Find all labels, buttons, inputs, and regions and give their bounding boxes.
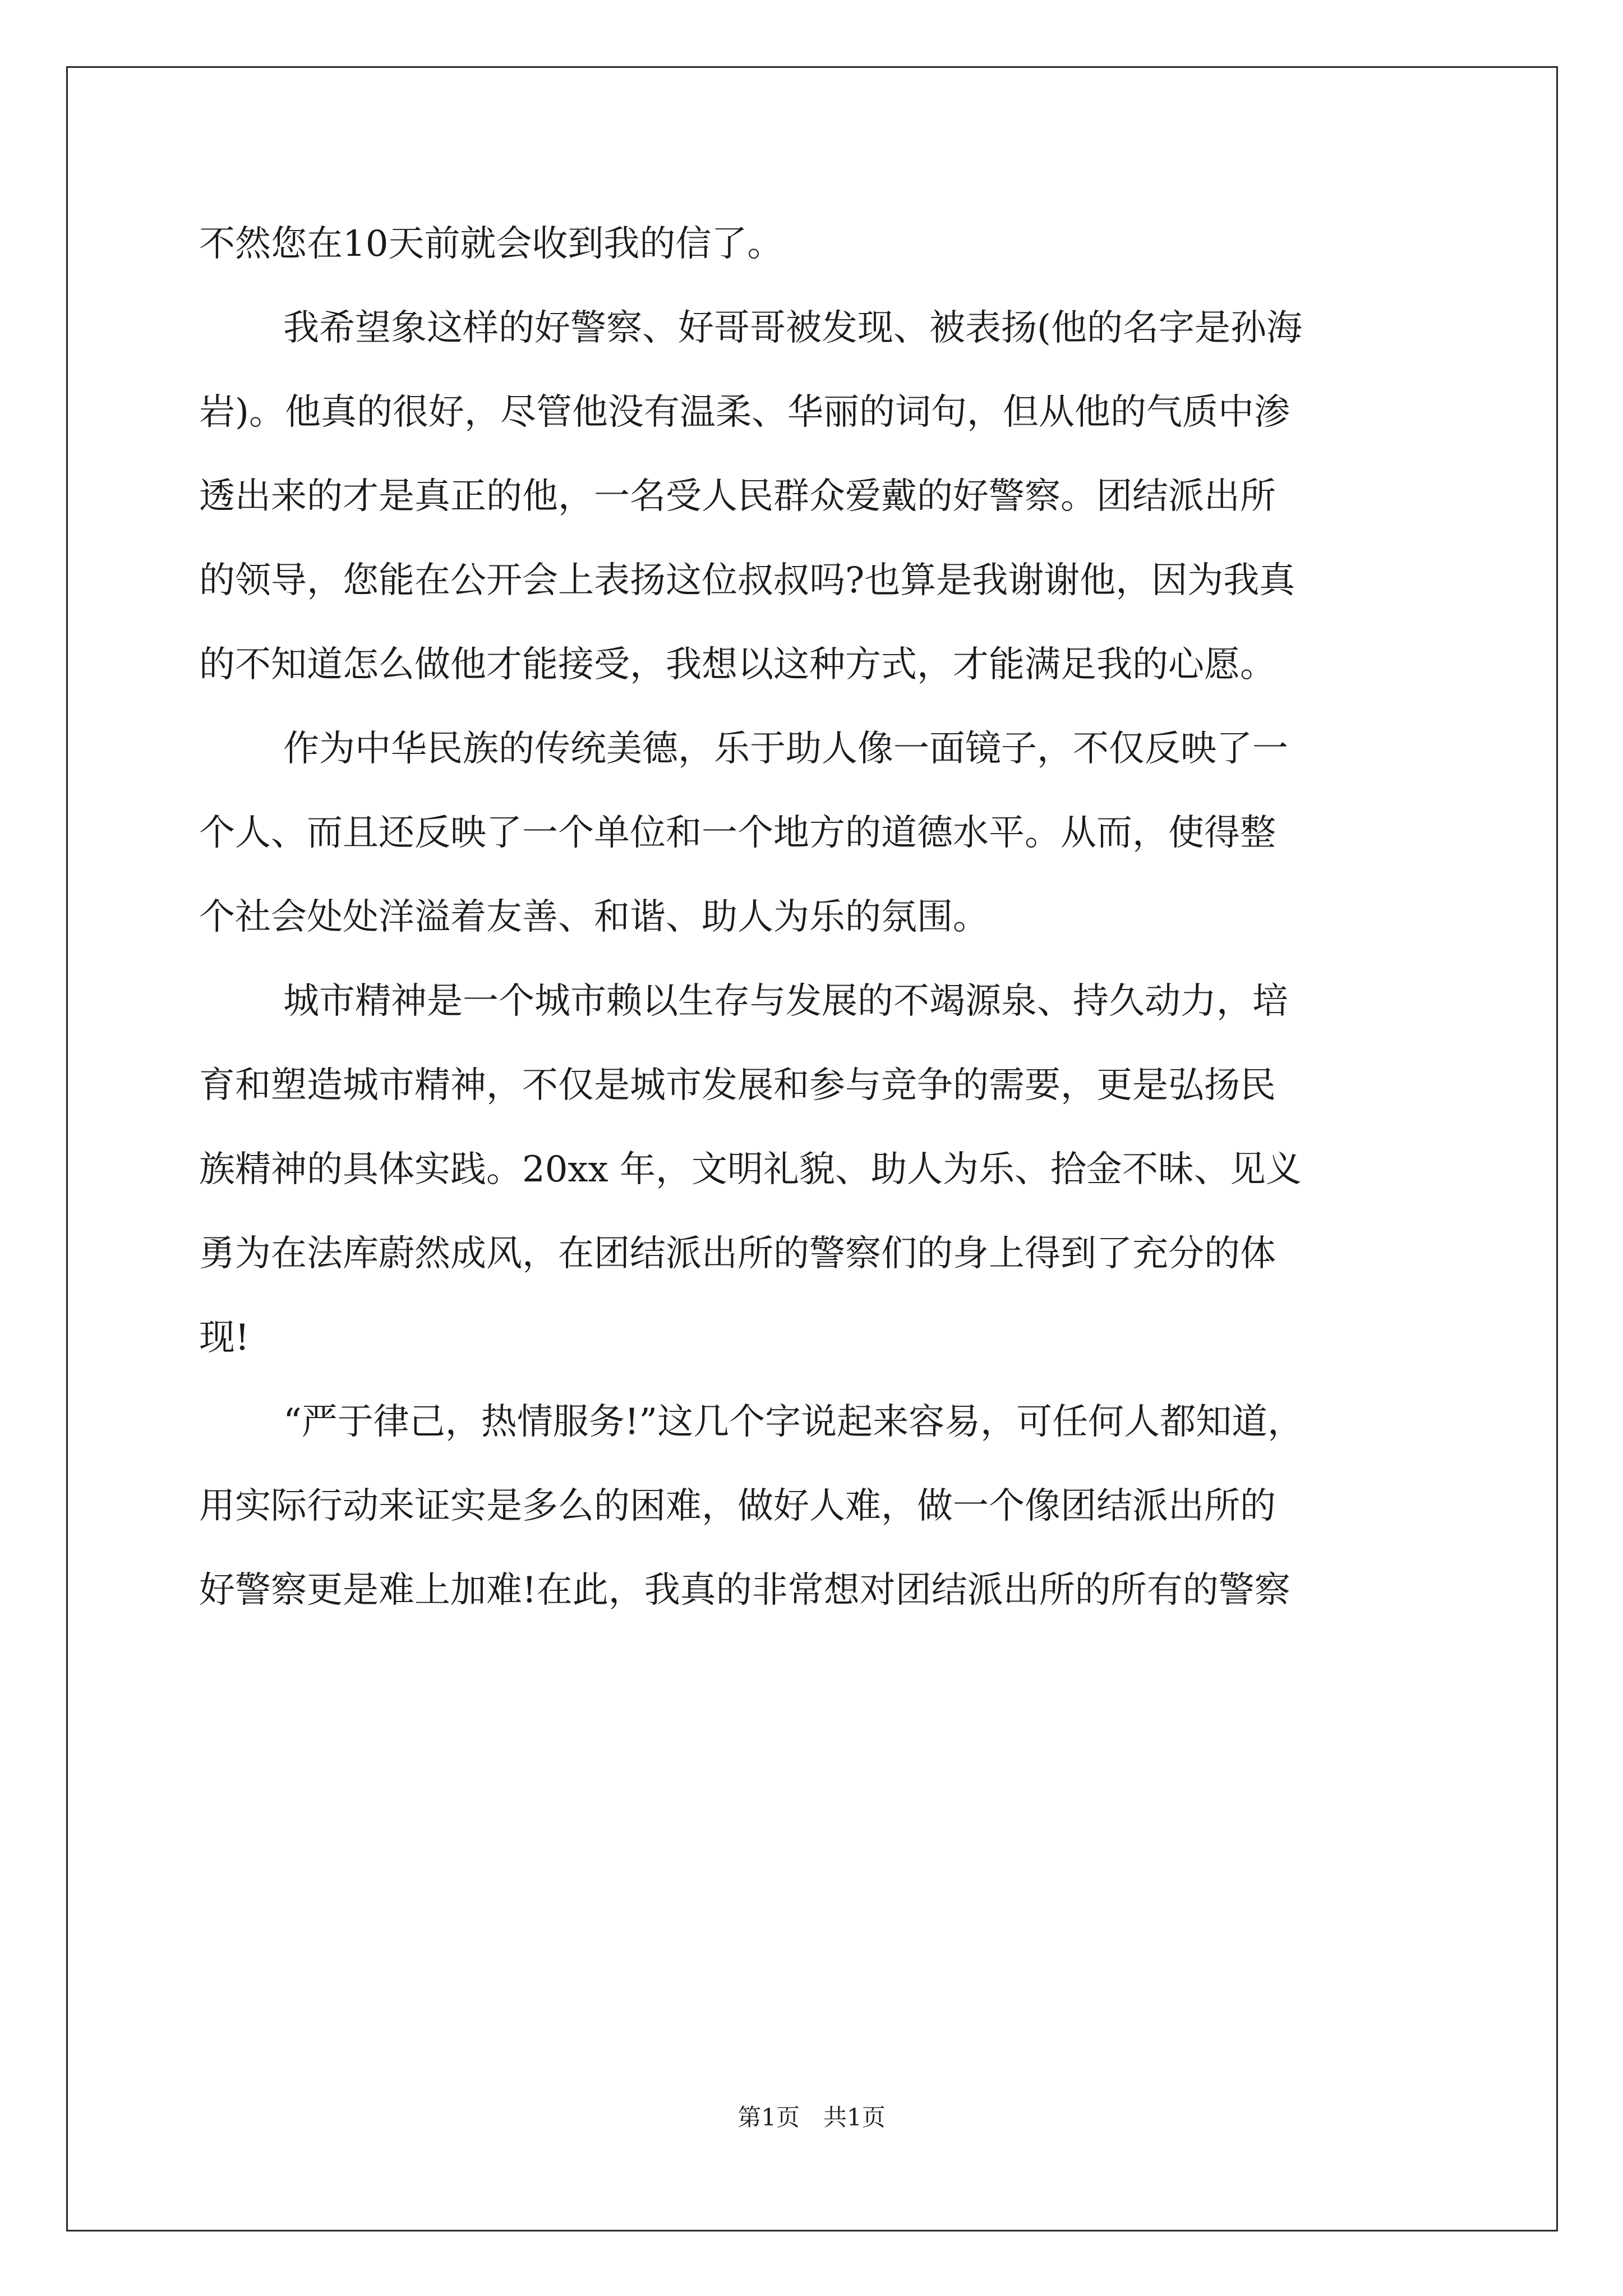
paragraph-2-line-2: 岩)。他真的很好，尽管他没有温柔、华丽的词句，但从他的气质中渗 bbox=[199, 392, 1290, 433]
paragraph-5-line-1: “严于律己，热情服务!”这几个字说起来容易，可任何人都知道， bbox=[283, 1401, 1304, 1443]
paragraph-2-line-3: 透出来的才是真正的他，一名受人民群众爱戴的好警察。团结派出所 bbox=[199, 476, 1276, 517]
paragraph-4-line-1: 城市精神是一个城市赖以生存与发展的不竭源泉、持久动力，培 bbox=[283, 981, 1288, 1022]
paragraph-3-line-2: 个人、而且还反映了一个单位和一个地方的道德水平。从而，使得整 bbox=[199, 812, 1276, 854]
paragraph-3-line-3: 个社会处处洋溢着友善、和谐、助人为乐的氛围。 bbox=[199, 896, 989, 938]
paragraph-5-line-3: 好警察更是难上加难!在此，我真的非常想对团结派出所的所有的警察 bbox=[199, 1570, 1290, 1611]
paragraph-4-line-5: 现! bbox=[199, 1317, 250, 1359]
page-number-footer: 第1页 共1页 bbox=[737, 2104, 886, 2131]
paragraph-2-line-1: 我希望象这样的好警察、好哥哥被发现、被表扬(他的名字是孙海 bbox=[283, 307, 1302, 349]
paragraph-4-line-2: 育和塑造城市精神，不仅是城市发展和参与竞争的需要，更是弘扬民 bbox=[199, 1065, 1276, 1106]
document-body bbox=[199, 202, 1433, 1632]
paragraph-1-line-1: 不然您在10天前就会收到我的信了。 bbox=[199, 223, 783, 265]
paragraph-4-line-4: 勇为在法库蔚然成风，在团结派出所的警察们的身上得到了充分的体 bbox=[199, 1233, 1276, 1274]
paragraph-3-line-1: 作为中华民族的传统美德，乐于助人像一面镜子，不仅反映了一 bbox=[283, 728, 1288, 770]
paragraph-2-line-5: 的不知道怎么做他才能接受，我想以这种方式，才能满足我的心愿。 bbox=[199, 644, 1276, 685]
paragraph-4-line-3: 族精神的具体实践。20xx 年，文明礼貌、助人为乐、拾金不昧、见义 bbox=[199, 1149, 1302, 1190]
paragraph-5-line-2: 用实际行动来证实是多么的困难，做好人难，做一个像团结派出所的 bbox=[199, 1485, 1276, 1527]
paragraph-2-line-4: 的领导，您能在公开会上表扬这位叔叔吗?也算是我谢谢他，因为我真 bbox=[199, 560, 1295, 601]
